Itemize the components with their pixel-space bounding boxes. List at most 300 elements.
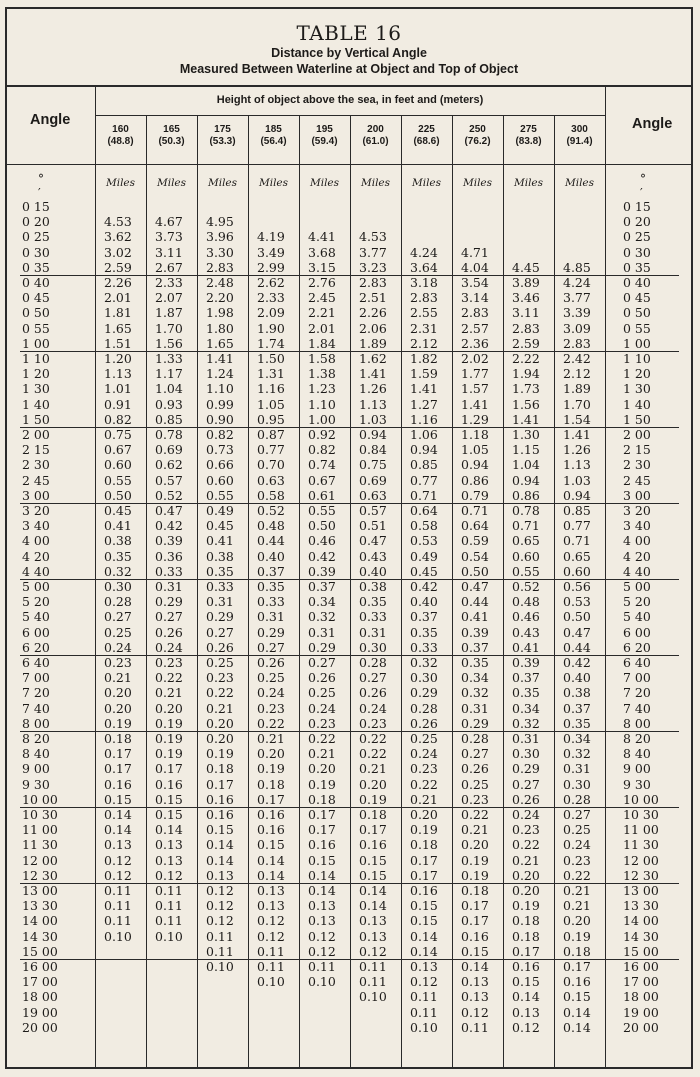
table-cell: 0.11 [155,913,183,929]
angle-label-left: 5 20 [22,594,50,610]
angle-label-right: 11 00 [623,822,659,838]
table-cell: 0.29 [206,609,234,625]
angle-label-left: 9 00 [22,761,50,777]
table-cell: 1.41 [206,351,234,366]
column-header [350,124,401,148]
table-cell: 4.04 [461,259,489,275]
angle-label-right: 1 30 [623,381,651,397]
table-cell: 2.83 [461,305,489,321]
unit-label: Miles [309,177,340,189]
column-divider [452,115,453,1067]
table-cell: 0.30 [512,746,540,762]
table-cell: 0.77 [563,518,591,534]
angle-label-left: 3 20 [22,503,50,518]
table-cell: 0.22 [257,715,285,731]
table-cell: 0.14 [410,928,438,944]
table-cell: 0.20 [512,883,540,898]
group-separator-right [605,275,679,276]
header-bottom-line [7,164,691,165]
table-cell: 1.00 [308,411,336,427]
table-cell: 1.03 [359,411,387,427]
angle-label-right: 8 40 [623,746,651,762]
table-cell: 3.14 [461,290,489,306]
table-cell: 3.39 [563,305,591,321]
column-feet: 175 [214,124,231,135]
table-cell: 0.37 [461,639,489,655]
table-cell: 0.11 [410,989,438,1005]
angle-label-left: 8 20 [22,731,50,746]
table-cell: 0.16 [512,959,540,974]
table-cell: 0.42 [155,518,183,534]
table-cell: 0.20 [410,807,438,822]
table-cell: 0.27 [359,670,387,686]
table-cell: 0.31 [257,609,285,625]
angle-label-left: 19 00 [22,1004,58,1020]
angle-label-right: 0 40 [623,275,651,290]
table-cell: 0.12 [104,852,132,868]
table-cell: 1.24 [206,366,234,382]
table-cell: 1.56 [155,335,183,351]
group-separator [95,655,605,656]
table-cell: 0.23 [206,670,234,686]
angle-label-left: 11 30 [22,837,58,853]
group-separator [95,731,605,732]
table-cell: 0.14 [104,822,132,838]
angle-label-right: 5 20 [623,594,651,610]
table-cell: 0.13 [257,898,285,914]
table-cell: 0.21 [359,761,387,777]
column-header [401,124,452,148]
table-cell: 0.60 [563,563,591,579]
table-cell: 0.18 [257,776,285,792]
table-cell: 1.33 [155,351,183,366]
table-cell: 0.10 [104,928,132,944]
table-cell: 0.13 [359,913,387,929]
table-cell: 0.45 [104,503,132,518]
table-cell: 2.48 [206,275,234,290]
table-cell: 0.35 [410,624,438,640]
table-cell: 2.26 [104,275,132,290]
table-cell: 4.41 [308,229,336,245]
table-cell: 0.29 [512,761,540,777]
angle-label-left: 3 40 [22,518,50,534]
table-cell: 1.65 [104,320,132,336]
table-cell: 0.23 [461,791,489,807]
table-cell: 1.41 [563,427,591,442]
table-cell: 0.35 [206,563,234,579]
column-meters: (68.6) [413,136,440,147]
table-cell: 0.15 [206,822,234,838]
table-cell: 0.66 [206,457,234,473]
table-cell: 0.82 [308,442,336,458]
angle-label-left: 13 30 [22,898,58,914]
table-cell: 0.11 [155,883,183,898]
table-cell: 0.11 [206,943,234,959]
table-cell: 0.55 [206,487,234,503]
table-cell: 0.18 [104,731,132,746]
table-cell: 0.11 [104,883,132,898]
table-cell: 0.86 [512,487,540,503]
table-cell: 0.50 [461,563,489,579]
table-cell: 0.20 [155,700,183,716]
table-cell: 0.19 [461,852,489,868]
table-cell: 0.11 [206,928,234,944]
group-separator-left [20,427,95,428]
angle-label-left: 1 30 [22,381,50,397]
column-meters: (48.8) [107,136,134,147]
table-cell: 0.67 [104,442,132,458]
unit-label: Miles [513,177,544,189]
group-separator [95,883,605,884]
table-cell: 0.21 [563,898,591,914]
table-cell: 0.53 [563,594,591,610]
degree-symbol-right: ° ′ [640,172,646,200]
table-cell: 0.10 [206,959,234,974]
table-cell: 0.22 [410,776,438,792]
table-cell: 0.47 [155,503,183,518]
table-cell: 1.41 [410,381,438,397]
table-cell: 0.24 [104,639,132,655]
table-cell: 0.16 [308,837,336,853]
angle-label-left: 0 55 [22,320,50,336]
table-cell: 1.41 [359,366,387,382]
table-cell: 1.05 [461,442,489,458]
table-cell: 0.44 [563,639,591,655]
group-separator [95,579,605,580]
column-meters: (56.4) [260,136,287,147]
table-cell: 0.12 [308,943,336,959]
angle-label-right: 5 00 [623,579,651,594]
table-cell: 0.36 [155,548,183,564]
table-cell: 1.13 [359,396,387,412]
table-cell: 0.14 [104,807,132,822]
angle-label-right: 1 20 [623,366,651,382]
column-divider [248,115,249,1067]
table-cell: 0.12 [410,974,438,990]
table-cell: 0.38 [206,548,234,564]
table-cell: 0.11 [104,913,132,929]
table-cell: 1.62 [359,351,387,366]
table-cell: 2.76 [308,275,336,290]
table-cell: 1.89 [563,381,591,397]
table-cell: 0.32 [461,685,489,701]
table-cell: 0.20 [104,685,132,701]
table-cell: 0.17 [563,959,591,974]
table-cell: 3.62 [104,229,132,245]
table-cell: 4.95 [206,214,234,230]
table-cell: 0.13 [512,1004,540,1020]
table-cell: 0.15 [359,867,387,883]
angle-label-left: 8 00 [22,715,50,731]
table-cell: 0.57 [155,472,183,488]
table-cell: 0.16 [461,928,489,944]
table-cell: 0.69 [359,472,387,488]
table-cell: 0.20 [461,837,489,853]
angle-label-right: 1 50 [623,411,651,427]
angle-label-right: 1 40 [623,396,651,412]
table-cell: 1.90 [257,320,285,336]
table-cell: 0.15 [461,943,489,959]
table-title: TABLE 16 [296,21,402,45]
table-cell: 0.85 [563,503,591,518]
table-cell: 0.17 [257,791,285,807]
table-cell: 0.38 [359,579,387,594]
table-cell: 1.87 [155,305,183,321]
angle-label-left: 3 00 [22,487,50,503]
table-cell: 0.56 [563,579,591,594]
table-cell: 0.20 [206,731,234,746]
table-cell: 0.17 [308,822,336,838]
table-cell: 1.13 [104,366,132,382]
angle-label-left: 6 40 [22,655,50,670]
table-cell: 0.48 [257,518,285,534]
table-cell: 0.41 [512,639,540,655]
table-cell: 0.77 [257,442,285,458]
table-cell: 0.19 [155,731,183,746]
angle-label-right: 0 45 [623,290,651,306]
angle-label-right: 17 00 [623,974,659,990]
table-cell: 0.11 [359,974,387,990]
height-header: Height of object above the sea, in feet and (meters) [216,94,484,106]
table-cell: 0.60 [206,472,234,488]
unit-label: Miles [462,177,493,189]
angle-label-left: 10 00 [22,791,58,807]
table-cell: 0.20 [257,746,285,762]
table-cell: 0.17 [104,746,132,762]
column-header [299,124,350,148]
table-cell: 0.11 [155,898,183,914]
table-cell: 4.24 [410,244,438,260]
table-cell: 1.59 [410,366,438,382]
table-cell: 0.62 [155,457,183,473]
group-separator [95,275,605,276]
angle-label-right: 15 00 [623,943,659,959]
table-cell: 3.64 [410,259,438,275]
table-cell: 0.57 [359,503,387,518]
table-cell: 0.14 [155,822,183,838]
angle-label-left: 12 00 [22,852,58,868]
table-cell: 0.50 [308,518,336,534]
group-separator [95,351,605,352]
angle-label-left: 6 20 [22,639,50,655]
table-cell: 0.14 [257,852,285,868]
table-cell: 0.55 [512,563,540,579]
table-cell: 0.63 [257,472,285,488]
table-cell: 1.01 [104,381,132,397]
table-cell: 3.77 [359,244,387,260]
table-cell: 0.87 [257,427,285,442]
angle-label-left: 10 30 [22,807,58,822]
column-feet: 195 [316,124,333,135]
table-cell: 0.75 [359,457,387,473]
table-cell: 0.30 [359,639,387,655]
table-cell: 0.31 [155,579,183,594]
angle-label-left: 6 00 [22,624,50,640]
table-cell: 0.33 [410,639,438,655]
table-cell: 0.14 [257,867,285,883]
angle-label-right: 12 00 [623,852,659,868]
table-cell: 4.67 [155,214,183,230]
angle-label-right: 2 30 [623,457,651,473]
table-cell: 1.51 [104,335,132,351]
table-cell: 0.14 [206,837,234,853]
column-feet: 225 [418,124,435,135]
angle-label-left: 1 50 [22,411,50,427]
table-cell: 0.39 [308,563,336,579]
angle-label-left: 2 00 [22,427,50,442]
angle-label-left: 17 00 [22,974,58,990]
table-cell: 0.38 [104,533,132,549]
unit-label: Miles [564,177,595,189]
angle-label-right: 19 00 [623,1004,659,1020]
table-cell: 0.26 [410,715,438,731]
table-cell: 1.84 [308,335,336,351]
table-cell: 0.22 [206,685,234,701]
table-cell: 0.26 [461,761,489,777]
table-cell: 0.12 [206,913,234,929]
table-cell: 0.31 [206,594,234,610]
group-separator-right [605,579,679,580]
table-cell: 0.21 [104,670,132,686]
table-cell: 0.37 [257,563,285,579]
table-cell: 0.35 [359,594,387,610]
table-cell: 0.19 [563,928,591,944]
title-block [7,9,691,87]
angle-label-left: 0 40 [22,275,50,290]
table-cell: 0.20 [563,913,591,929]
table-cell: 3.73 [155,229,183,245]
angle-label-right: 10 00 [623,791,659,807]
table-cell: 0.91 [104,396,132,412]
angle-label-left: 18 00 [22,989,58,1005]
table-cell: 0.24 [155,639,183,655]
table-cell: 0.60 [104,457,132,473]
table-cell: 0.13 [155,852,183,868]
table-cell: 0.13 [461,989,489,1005]
table-cell: 0.31 [359,624,387,640]
table-cell: 2.59 [512,335,540,351]
table-cell: 0.14 [308,883,336,898]
table-cell: 0.17 [461,898,489,914]
table-cell: 0.21 [155,685,183,701]
table-cell: 0.17 [155,761,183,777]
table-cell: 0.23 [155,655,183,670]
table-cell: 0.40 [257,548,285,564]
table-cell: 0.16 [104,776,132,792]
table-cell: 0.40 [359,563,387,579]
table-cell: 0.23 [359,715,387,731]
table-cell: 0.22 [512,837,540,853]
table-cell: 0.26 [512,791,540,807]
table-cell: 0.55 [104,472,132,488]
table-cell: 1.16 [257,381,285,397]
angle-label-left: 11 00 [22,822,58,838]
table-cell: 0.13 [461,974,489,990]
angle-label-left: 0 45 [22,290,50,306]
table-cell: 0.34 [308,594,336,610]
table-cell: 0.34 [563,731,591,746]
table-cell: 0.61 [308,487,336,503]
table-cell: 0.19 [461,867,489,883]
table-cell: 0.58 [257,487,285,503]
table-cell: 0.22 [461,807,489,822]
table-cell: 0.34 [461,670,489,686]
unit-label: Miles [411,177,442,189]
table-cell: 0.20 [308,761,336,777]
table-cell: 0.30 [104,579,132,594]
table-cell: 1.70 [563,396,591,412]
column-meters: (91.4) [566,136,593,147]
table-cell: 1.77 [461,366,489,382]
table-cell: 2.02 [461,351,489,366]
table-cell: 0.42 [308,548,336,564]
angle-label-right: 18 00 [623,989,659,1005]
angle-label-right: 4 20 [623,548,651,564]
table-cell: 1.41 [461,396,489,412]
table-cell: 2.42 [563,351,591,366]
table-cell: 0.45 [206,518,234,534]
table-cell: 2.83 [512,320,540,336]
column-divider [554,115,555,1067]
table-cell: 0.33 [359,609,387,625]
table-cell: 0.32 [308,609,336,625]
table-cell: 0.19 [308,776,336,792]
table-cell: 0.21 [257,731,285,746]
table-cell: 0.13 [410,959,438,974]
angle-label-left: 0 50 [22,305,50,321]
table-cell: 0.27 [563,807,591,822]
table-cell: 0.82 [104,411,132,427]
group-separator-left [20,807,95,808]
table-cell: 0.51 [359,518,387,534]
table-cell: 0.58 [410,518,438,534]
table-cell: 0.17 [359,822,387,838]
table-cell: 0.10 [359,989,387,1005]
group-separator-left [20,579,95,580]
table-cell: 0.33 [257,594,285,610]
column-meters: (83.8) [515,136,542,147]
table-cell: 1.20 [104,351,132,366]
table-cell: 0.49 [206,503,234,518]
table-cell: 0.43 [359,548,387,564]
column-divider [146,115,147,1067]
angle-label-right: 16 00 [623,959,659,974]
table-cell: 1.06 [410,427,438,442]
table-cell: 0.46 [512,609,540,625]
table-cell: 2.62 [257,275,285,290]
table-cell: 0.26 [155,624,183,640]
table-cell: 0.18 [308,791,336,807]
unit-label: Miles [156,177,187,189]
angle-label-right: 0 20 [623,214,651,230]
table-cell: 0.25 [104,624,132,640]
table-cell: 0.30 [563,776,591,792]
table-cell: 0.13 [155,837,183,853]
table-cell: 0.85 [155,411,183,427]
table-cell: 0.94 [461,457,489,473]
unit-label: Miles [207,177,238,189]
table-cell: 4.45 [512,259,540,275]
table-cell: 3.68 [308,244,336,260]
angle-header-left: Angle [30,112,71,128]
table-cell: 2.99 [257,259,285,275]
table-cell: 0.27 [155,609,183,625]
table-cell: 1.58 [308,351,336,366]
table-cell: 1.70 [155,320,183,336]
table-cell: 2.26 [359,305,387,321]
angle-label-right: 14 00 [623,913,659,929]
angle-label-right: 5 40 [623,609,651,625]
